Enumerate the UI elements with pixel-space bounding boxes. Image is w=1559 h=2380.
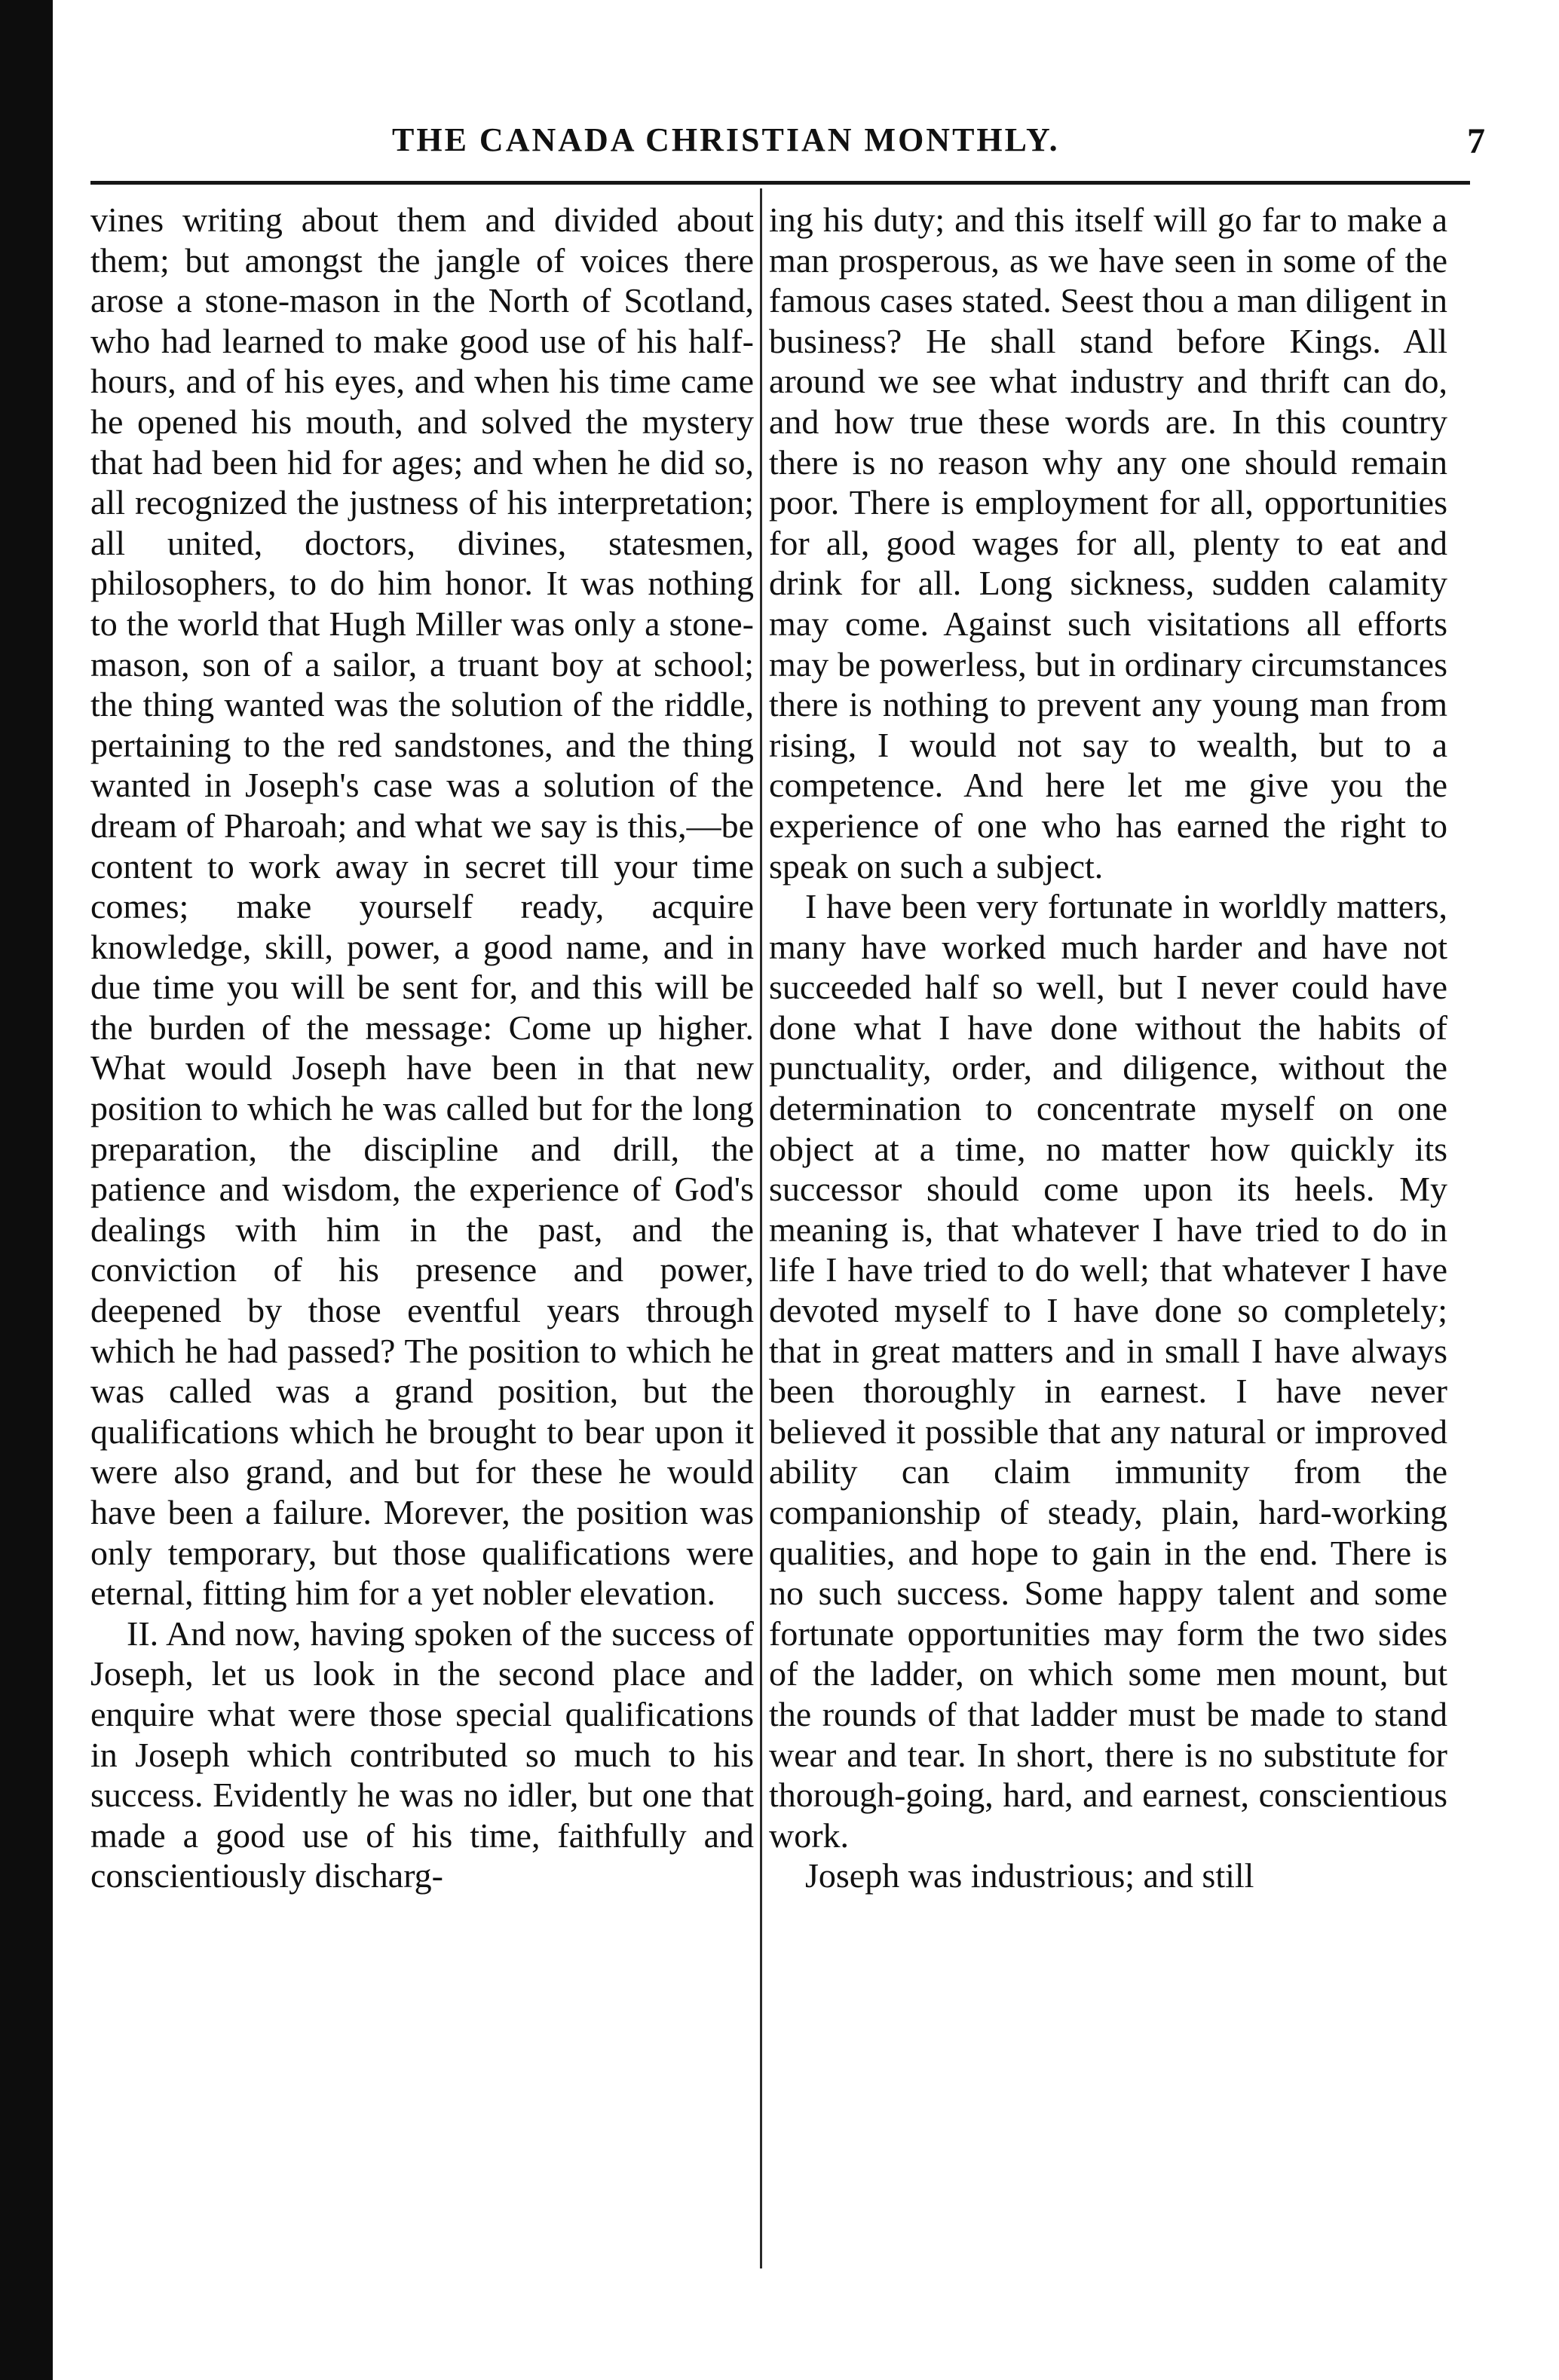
right-paragraph-2: I have been very fortunate in worldly matters, many have worked much harder and have not succeeded half so well, but I never could have done what I have done without the habits of punctuality, order, and diligence, without the determination to concentrate myself on one object at a time, no matter how quickly its successor should come upon its heels. My meaning is, that whatever I have tried to do in life I have tried to do well; that whatever I have devoted myself to I have done so completely; that in great matters and in small I have always been thoroughly in earnest. I have never believed it possible that any natural or improved ability can claim immunity from the companionship of steady, plain, hard-working qualities, and hope to gain in the end. There is no such success. Some happy talent and some fortunate opportunities may form the two sides of the ladder, on which some men mount, but the rounds of that ladder must be made to stand wear and tear. In short, there is no substitute for thorough-going, hard, and earnest, conscientious work. bbox=[769, 887, 1447, 1855]
header-rule bbox=[90, 181, 1470, 185]
left-paragraph-1: vines writing about them and divided about them; but amongst the jangle of voices there arose a stone-mason in the North of Scotland, who had learned to make good use of his half-hours, and of his eyes, and when his time came he opened his mouth, and solved the mystery that had been hid for ages; and when he did so, all recognized the justness of his interpretation; all united, doctors, divines, statesmen, philosophers, to do him honor. It was nothing to the world that Hugh Miller was only a stone-mason, son of a sailor, a truant boy at school; the thing wanted was the solution of the riddle, pertaining to the red sandstones, and the thing wanted in Joseph's case was a solution of the dream of Pharoah; and what we say is this,—be content to work away in secret till your time comes; make yourself ready, acquire knowledge, skill, power, a good name, and in due time you will be sent for, and this will be the burden of the message: Come up higher. What would Joseph have been in that new position to which he was called but for the long preparation, the discipline and drill, the patience and wisdom, the experience of God's dealings with him in the past, and the conviction of his presence and power, deepened by those eventful years through which he had passed? The position to which he was called was a grand position, but the qualifications which he brought to bear upon it were also grand, and but for these he would have been a failure. Morever, the position was only temporary, but those qualifications were eternal, fitting him for a yet nobler elevation. bbox=[90, 200, 754, 1613]
column-divider bbox=[760, 188, 762, 2268]
page-header bbox=[90, 121, 1485, 173]
right-column bbox=[769, 200, 1447, 2272]
page-number: 7 bbox=[1467, 121, 1485, 161]
right-paragraph-3: Joseph was industrious; and still bbox=[805, 1856, 1254, 1895]
right-paragraph-1: ing his duty; and this itself will go far to make a man prosperous, as we have seen in some of the famous cases stated. Seest thou a man diligent in business? He shall stand before Kings. All around we see what industry and thrift can do, and how true these words are. In this country there is no reason why any one should remain poor. There is employment for all, opportunities for all, good wages for all, plenty to eat and drink for all. Long sickness, sudden calamity may come. Against such visitations all efforts may be powerless, but in ordinary circumstances there is nothing to prevent any young man from rising, I would not say to wealth, but to a competence. And here let me give you the experience of one who has earned the right to speak on such a subject. bbox=[769, 200, 1447, 886]
running-title: THE CANADA CHRISTIAN MONTHLY. bbox=[392, 121, 1060, 158]
left-paragraph-2: II. And now, having spoken of the success of Joseph, let us look in the second place and enquire what were those special qualifications in Joseph which contributed so much to his success. Evidently he was no idler, but one that made a good use of his time, faithfully and conscientiously discharg- bbox=[90, 1614, 754, 1895]
binding-edge bbox=[0, 0, 53, 2380]
left-column bbox=[90, 200, 754, 2272]
